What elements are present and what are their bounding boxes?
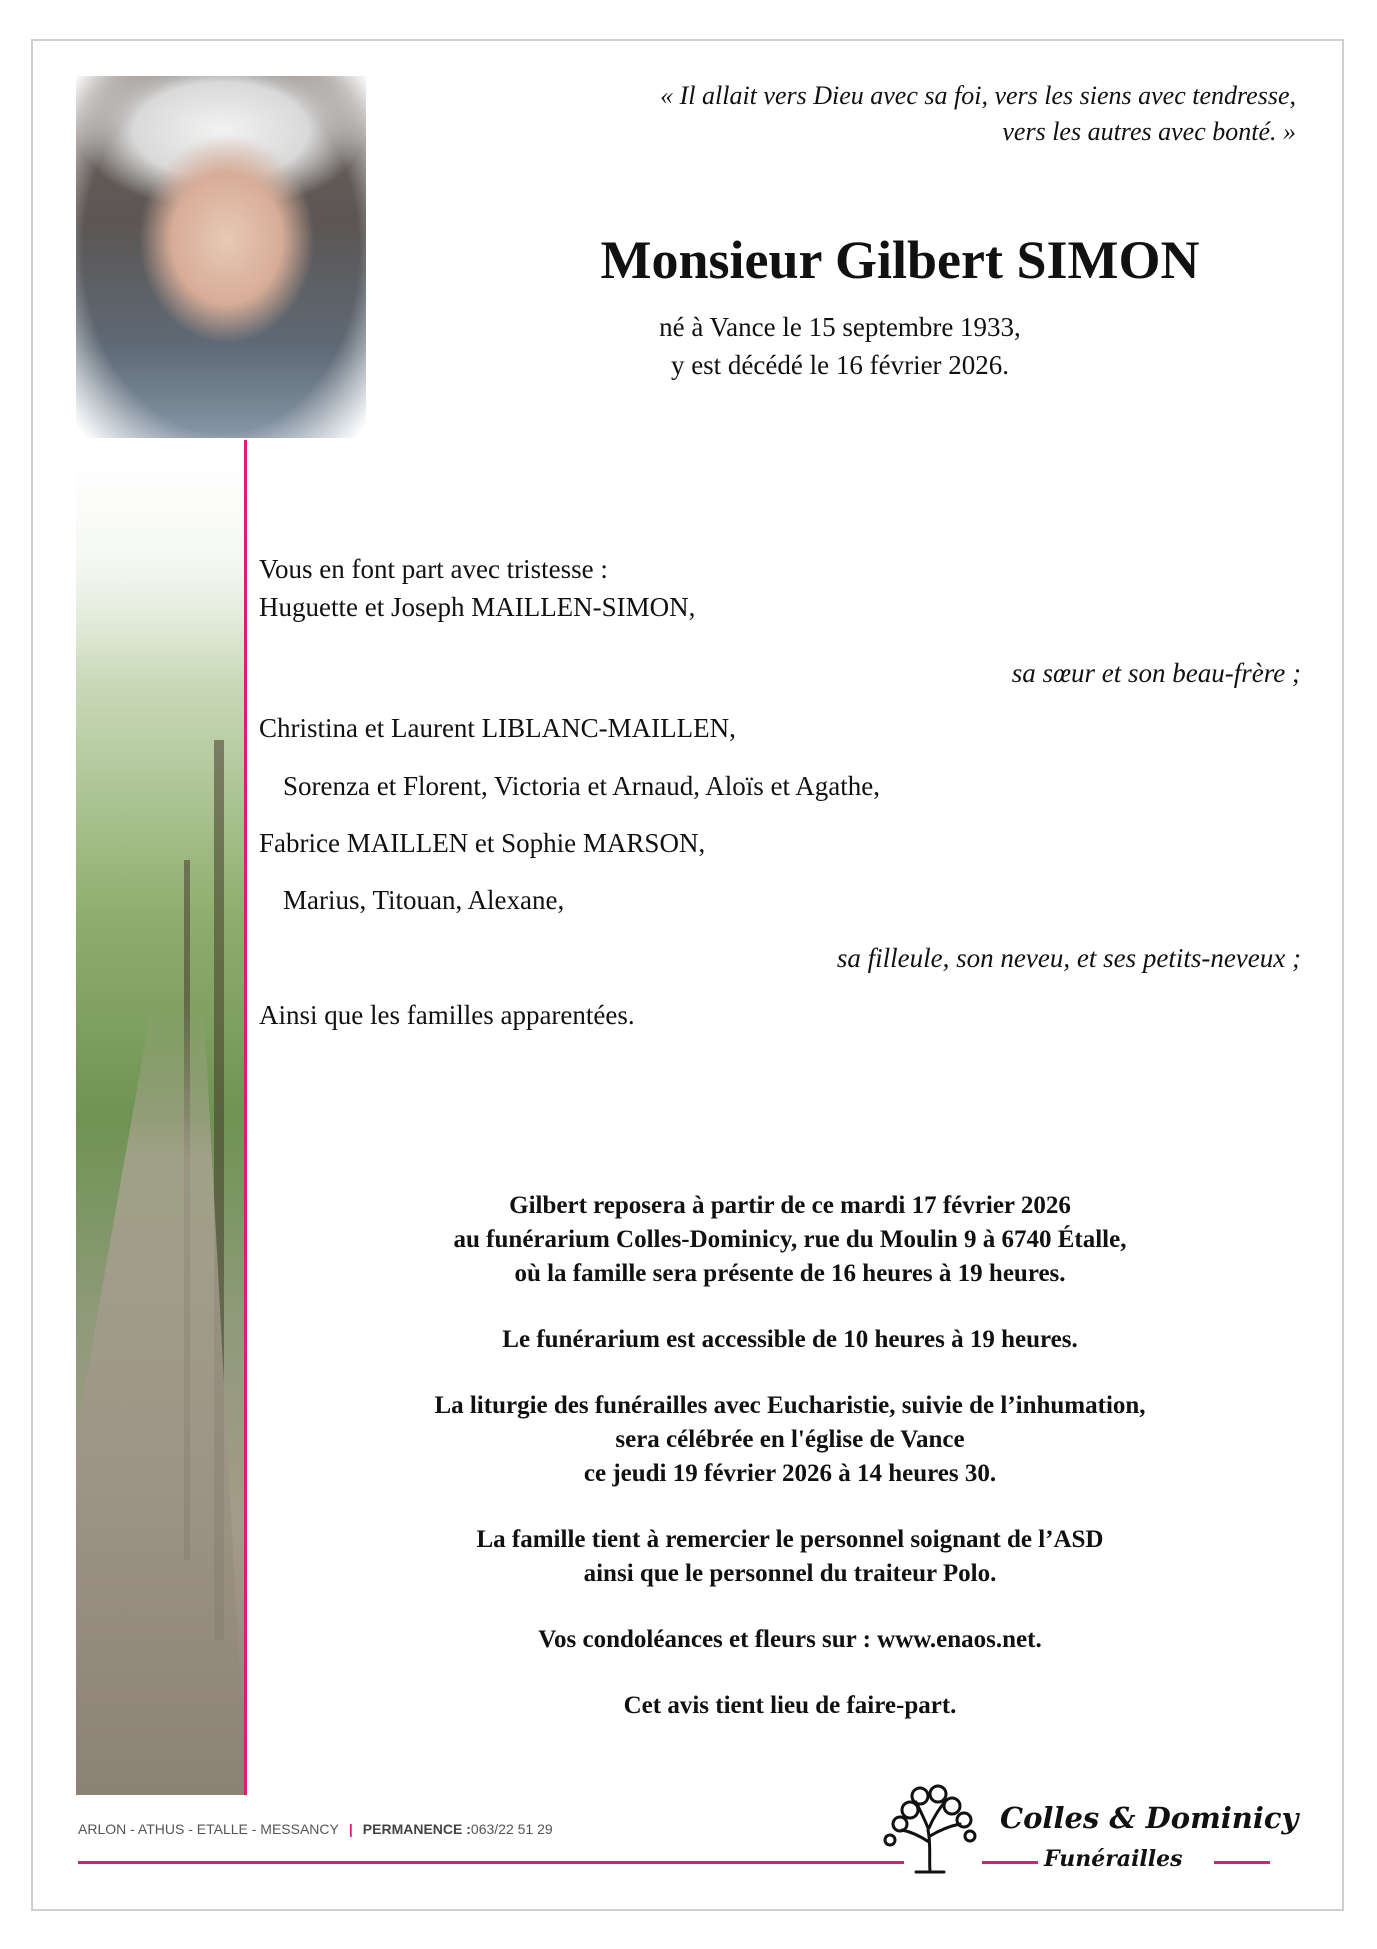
brand-rule [1214,1861,1270,1864]
brand-name: Colles & Dominicy [1000,1801,1299,1835]
info-line: La famille tient à remercier le personnel soignant de l’ASD [476,1526,1104,1553]
notice-info [300,1689,1280,1723]
family-relation: sa sœur et son beau-frère ; [1011,658,1301,688]
access-info [300,1323,1280,1357]
accent-vertical-line [244,440,247,1795]
family-relation: sa filleule, son neveu, et ses petits-neveux ; [836,943,1301,973]
info-line: Vos condoléances et fleurs sur : www.enaos.net. [538,1626,1042,1653]
info-line: Cet avis tient lieu de faire-part. [623,1692,957,1719]
family-line: Ainsi que les familles apparentées. [259,1000,635,1030]
info-line: Le funérarium est accessible de 10 heures à 19 heures. [502,1326,1078,1353]
permanence-number: 063/22 51 29 [470,1821,553,1837]
funeral-info [300,1189,1280,1755]
quote-line: « Il allait vers Dieu avec sa foi, vers les siens avec tendresse, [660,81,1296,110]
footer-contact [78,1821,553,1837]
footer-separator: | [348,1821,353,1837]
info-line: Gilbert reposera à partir de ce mardi 17 février 2026 [509,1192,1071,1219]
liturgy-info [300,1389,1280,1491]
family-line: Fabrice MAILLEN et Sophie MARSON, [259,828,706,858]
info-line: sera célébrée en l'église de Vance [615,1426,965,1453]
thanks-info [300,1523,1280,1591]
info-line: ce jeudi 19 février 2026 à 14 heures 30. [583,1460,997,1487]
deceased-name: Monsieur Gilbert SIMON [600,230,1200,290]
info-line: La liturgie des funérailles avec Eucharistie, suivie de l’inhumation, [434,1392,1146,1419]
footer-locations: ARLON - ATHUS - ETALLE - MESSANCY [78,1821,339,1837]
condolences-info [300,1623,1280,1657]
family-line: Marius, Titouan, Alexane, [283,885,565,915]
forest-path-image [76,440,246,1795]
visitation-info [300,1189,1280,1291]
info-line: où la famille sera présente de 16 heures à 19 heures. [514,1260,1066,1287]
info-line: au funérarium Colles-Dominicy, rue du Moulin 9 à 6740 Étalle, [453,1226,1127,1253]
brand-rule [982,1861,1038,1864]
family-intro: Vous en font part avec tristesse : [259,554,608,584]
tree-logo-icon [880,1780,980,1876]
quote-line: vers les autres avec bonté. » [1002,117,1296,146]
birth-line: né à Vance le 15 septembre 1933, [659,312,1021,342]
footer-divider [78,1861,904,1864]
death-line: y est décédé le 16 février 2026. [670,350,1010,380]
family-line: Huguette et Joseph MAILLEN-SIMON, [259,592,696,622]
permanence-label: PERMANENCE : [362,1821,471,1837]
brand-subtitle: Funérailles [1044,1846,1183,1872]
portrait-photo [76,76,366,438]
info-line: ainsi que le personnel du traiteur Polo. [583,1560,997,1587]
family-line: Christina et Laurent LIBLANC-MAILLEN, [259,713,736,743]
family-line: Sorenza et Florent, Victoria et Arnaud, Aloïs et Agathe, [283,771,880,801]
image-fade [76,440,246,680]
epitaph-quote [396,78,1296,150]
birth-death-dates [560,308,1120,384]
